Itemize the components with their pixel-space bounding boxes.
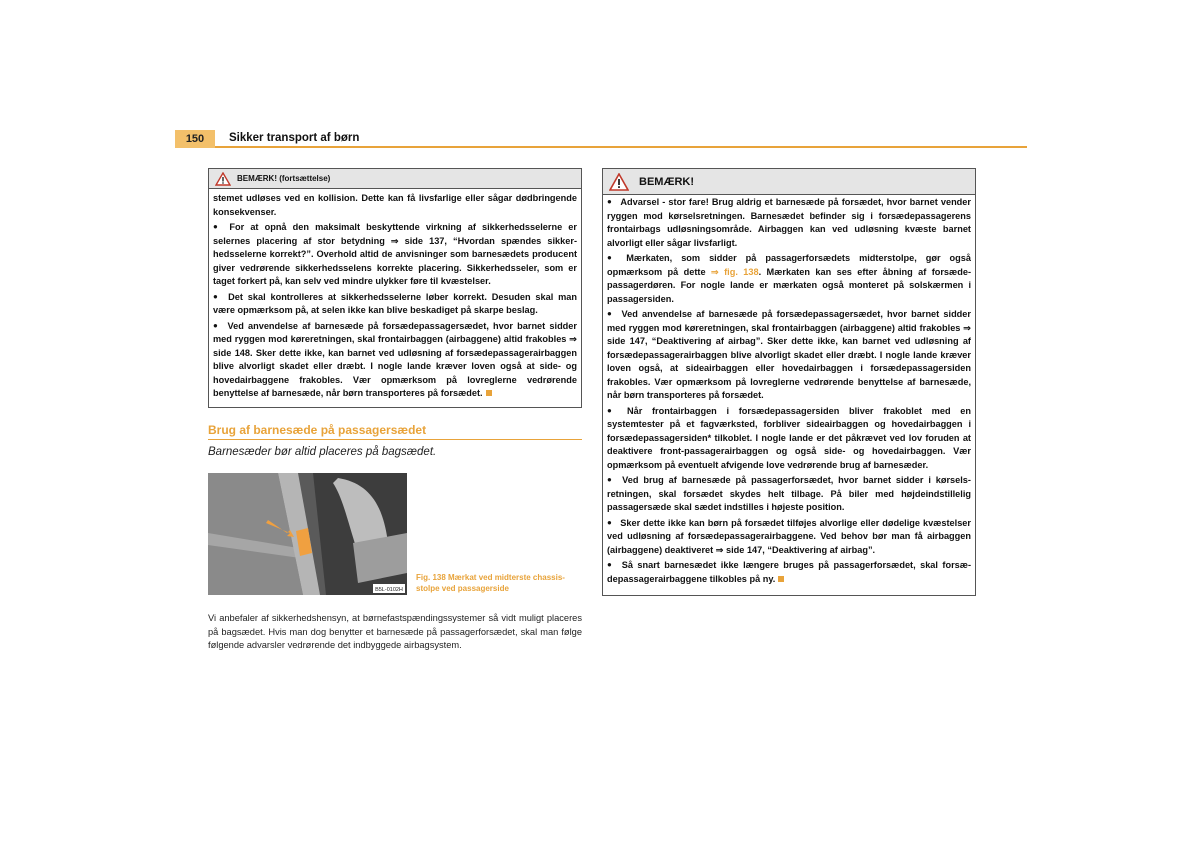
figure-reference-link[interactable]: ⇒ fig. 138 <box>711 266 759 277</box>
warning-box <box>602 168 976 596</box>
end-of-section-marker-icon <box>778 576 784 582</box>
car-door-pillar-illustration <box>208 473 407 595</box>
figure-caption: Fig. 138 Mærkat ved midterste chassisstolpe ved passagerside <box>416 573 565 593</box>
warning-bullet: ● Når frontairbaggen i forsædepassagersiden bliver frakoblet med en systemtester på et fagværksted, forbliver sideairbaggen og hovedairbaggen i forsædepassagersiden* tilkoblet. I nogle lande er det påkrævet ved lov foruden at deaktivere front-passagerairbaggen og også side- og hovedairbaggen. Vær opmærksom på eventuelt afvigende love vedrørende brug af barnesæder. <box>607 405 971 473</box>
body-paragraph: Vi anbefaler af sikkerhedshensyn, at børnefastspændingssystemer så vidt muligt placeres på bagsædet. Hvis man dog benytter et barnesæde på passagerforsædet, skal man følge følgende advarsler vedrørende det indbyggede airbagsystem. <box>208 613 582 650</box>
warning-bullet: ● For at opnå den maksimalt beskyttende virkning af sikkerhedsselerne er selernes placering af stor betydning ⇒ side 137, “Hvordan spændes sikkerhedsselerne korrekt?”. Overhold altid de anvisninger som barnesædets producent giver vedrørende sikkerhedsselens korrekte placering. Sikkerhedsseler, som er taget forkert på, kan selv ved mindre ulykker føre til kvæstelser. <box>213 221 577 289</box>
warning-paragraph: stemet udløses ved en kollision. Dette kan få livsfarlige eller sågar dødbringende konsekvenser. <box>213 193 577 217</box>
warning-bullet: ● Mærkaten, som sidder på passagerforsædets midterstolpe, gør også opmærksom på dette ⇒ fig. 138. Mærkaten kan ses efter åbning af forsædepassagerdøren. For nogle lande er mærkaten også monteret på solskærmen i passagersiden. <box>607 252 971 306</box>
warning-title: BEMÆRK! <box>639 175 694 188</box>
warning-triangle-icon <box>609 173 629 191</box>
chapter-title: Sikker transport af børn <box>229 132 360 144</box>
warning-header <box>209 169 581 189</box>
warning-box-continued <box>208 168 582 408</box>
header-rule <box>175 146 1027 148</box>
section-subtitle: Barnesæder bør altid placeres på bagsædet. <box>208 446 437 458</box>
warning-body <box>209 189 581 401</box>
warning-triangle-icon <box>215 172 231 186</box>
warning-bullet: ● Sker dette ikke kan børn på forsædet tilføjes alvorlige eller dødelige kvæstelser ved udløsning af forsædepassagerairbaggene. Ved behov bør man få airbaggen (airbaggene) deaktiveret ⇒ side 147, “Deaktivering af airbag”. <box>607 517 971 558</box>
section-heading: Brug af barnesæde på passagersædet <box>208 423 582 440</box>
warning-bullet: ● Det skal kontrolleres at sikkerhedsselerne løber korrekt. Desuden skal man være opmærksom på, at selen ikke kan blive beskadiget på skarpe beslag. <box>213 291 577 318</box>
warning-bullet: ● Ved anvendelse af barnesæde på forsædepassagersædet, hvor barnet sidder med ryggen mod køreretningen, skal frontairbaggen (airbaggene) altid frakobles ⇒ side 148. Sker dette ikke, kan barnet ved udløsning af forsædepassagerairbaggen blive alvorligt skadet eller dræbt. I nogle lande kræver loven også at side- og hovedairbaggene frakobles. Vær opmærksom på lovreglerne vedrørende benyttelse af barnesæde, når børn transporteres på forsædet. <box>213 320 577 401</box>
warning-bullet: ● Ved brug af barnesæde på passagerforsædet, hvor barnet sidder i kørselsretningen, skal forsædet skydes helt tilbage. På biler med højdeindstillelig passagersæde skal sædet indstilles i højeste position. <box>607 474 971 515</box>
warning-bullet: ● Ved anvendelse af barnesæde på forsædepassagersædet, hvor barnet sidder med ryggen mod køreretningen, skal frontairbaggen (airbaggene) altid frakobles ⇒ side 147, “Deaktivering af airbag”. Sker dette ikke, kan barnet ved udløsning af forsædepassagerairbaggen blive alvorligt skadet eller dræbt. I nogle lande kræver loven også, at sideairbaggen eller hovedairbaggen i forsædepassagersiden frakobles. Vær opmærksom på lovreglerne vedrørende benyttelse af barnesæde, når børn transporteres på forsædet. <box>607 308 971 403</box>
end-of-section-marker-icon <box>486 390 492 396</box>
figure-image <box>208 473 407 595</box>
warning-title: BEMÆRK! (fortsættelse) <box>237 174 331 183</box>
warning-bullet: ● Så snart barnesædet ikke længere bruges på passagerforsædet, skal forsædepassagerairbaggene tilkobles på ny. <box>607 559 971 586</box>
warning-header <box>603 169 975 195</box>
page-number: 150 <box>175 130 215 148</box>
warning-bullet: ● Advarsel - stor fare! Brug aldrig et barnesæde på forsædet, hvor barnet vender ryggen mod kørselsretningen. Barnesædet befinder sig i forsædepassagerens frontairbags udløsningsområde. Airbaggen kan ved udløsning kvæste barnet alvorligt eller sågar livsfarligt. <box>607 196 971 250</box>
figure-code: B5L-0102H <box>375 587 403 593</box>
warning-body <box>603 195 975 586</box>
